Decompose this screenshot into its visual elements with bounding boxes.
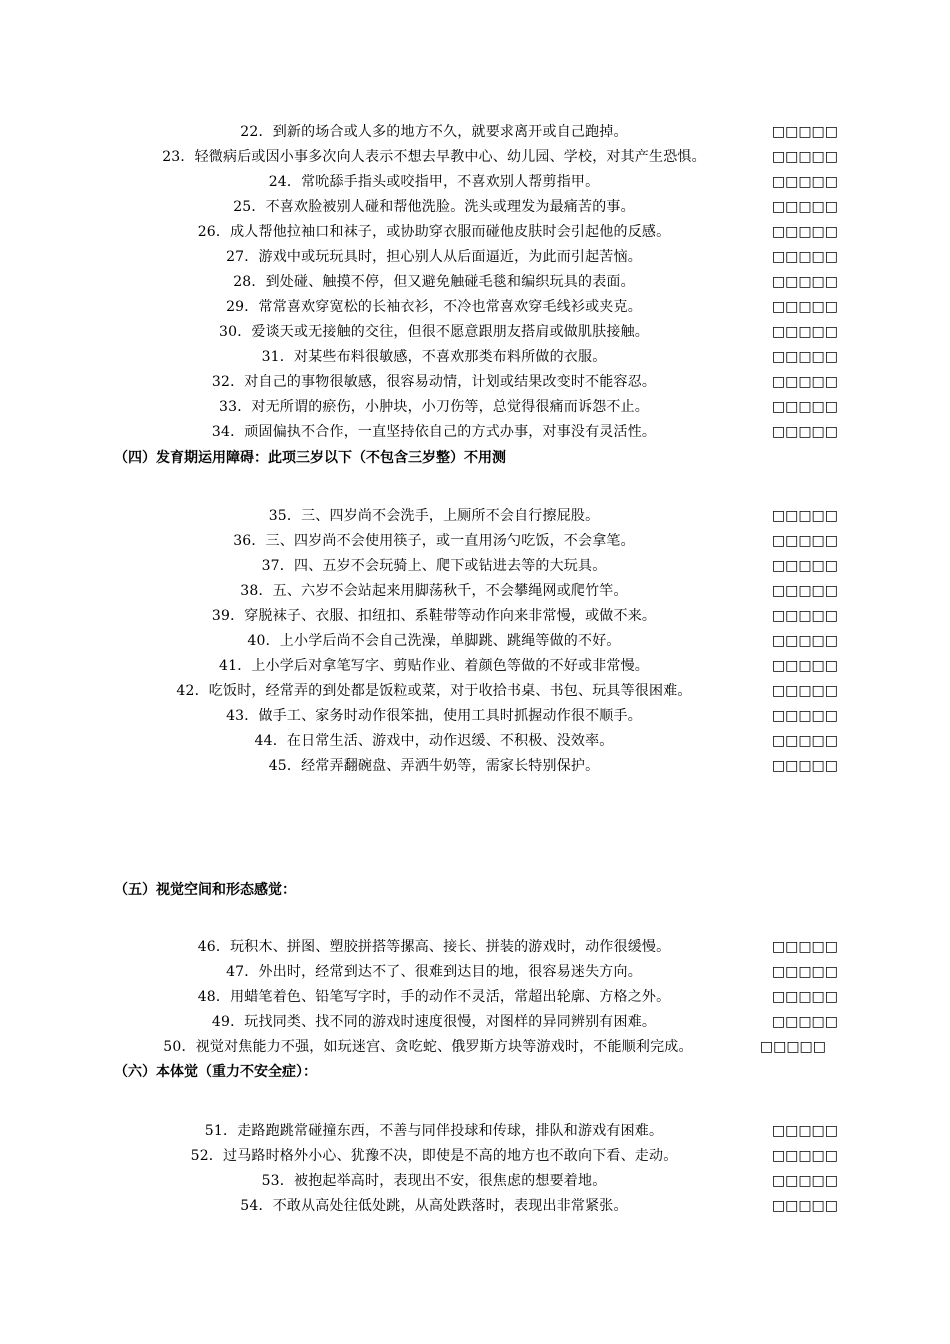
- rating-checkboxes[interactable]: □□□□□: [771, 1173, 838, 1189]
- rating-checkboxes[interactable]: □□□□□: [771, 633, 838, 649]
- question-text: 35．三、四岁尚不会洗手，上厕所不会自行擦屁股。: [268, 508, 600, 524]
- rating-checkboxes[interactable]: □□□□□: [771, 374, 838, 390]
- question-text: 34．顽固偏执不合作，一直坚持依自己的方式办事，对事没有灵活性。: [211, 424, 657, 440]
- rating-checkboxes[interactable]: □□□□□: [771, 299, 838, 315]
- rating-checkboxes[interactable]: □□□□□: [771, 1123, 838, 1139]
- question-row-52: [114, 1144, 838, 1168]
- rating-checkboxes[interactable]: □□□□□: [771, 199, 838, 215]
- rating-checkboxes[interactable]: □□□□□: [771, 174, 838, 190]
- question-row-54: [114, 1194, 838, 1218]
- question-text: 28．到处碰、触摸不停，但又避免触碰毛毯和编织玩具的表面。: [233, 274, 635, 290]
- rating-checkboxes[interactable]: □□□□□: [771, 1198, 838, 1214]
- question-row-51: [114, 1119, 838, 1143]
- question-text: 27．游戏中或玩玩具时，担心别人从后面逼近，为此而引起苦恼。: [226, 249, 642, 265]
- rating-checkboxes[interactable]: □□□□□: [771, 758, 838, 774]
- rating-checkboxes[interactable]: □□□□□: [771, 964, 838, 980]
- question-row-36: [114, 529, 838, 553]
- question-row-47: [114, 960, 838, 984]
- question-row-28: [114, 270, 838, 294]
- question-row-29: [114, 295, 838, 319]
- question-text: 45．经常弄翻碗盘、弄洒牛奶等，需家长特别保护。: [268, 758, 600, 774]
- question-text: 48．用蜡笔着色、铅笔写字时，手的动作不灵活，常超出轮廓、方格之外。: [197, 989, 671, 1005]
- question-text: 22．到新的场合或人多的地方不久，就要求离开或自己跑掉。: [240, 124, 628, 140]
- rating-checkboxes[interactable]: □□□□□: [771, 658, 838, 674]
- question-row-44: [114, 729, 838, 753]
- rating-checkboxes[interactable]: □□□□□: [771, 708, 838, 724]
- question-text: 37．四、五岁不会玩骑上、爬下或钻进去等的大玩具。: [261, 558, 607, 574]
- question-text: 26．成人帮他拉袖口和袜子，或协助穿衣服而碰他皮肤时会引起他的反感。: [197, 224, 671, 240]
- rating-checkboxes[interactable]: □□□□□: [771, 424, 838, 440]
- question-row-24: [114, 170, 838, 194]
- rating-checkboxes[interactable]: □□□□□: [771, 124, 838, 140]
- question-text: 31．对某些布料很敏感，不喜欢那类布料所做的衣服。: [261, 349, 607, 365]
- rating-checkboxes[interactable]: □□□□□: [771, 349, 838, 365]
- question-row-26: [114, 220, 838, 244]
- question-text: 49．玩找同类、找不同的游戏时速度很慢，对图样的异同辨别有困难。: [211, 1014, 657, 1030]
- question-text: 30．爱谈天或无接触的交往，但很不愿意跟朋友搭肩或做肌肤接触。: [218, 324, 649, 340]
- rating-checkboxes[interactable]: □□□□□: [771, 733, 838, 749]
- question-text: 32．对自己的事物很敏感，很容易动情，计划或结果改变时不能容忍。: [211, 374, 657, 390]
- question-text: 36．三、四岁尚不会使用筷子，或一直用汤勺吃饭，不会拿笔。: [233, 533, 635, 549]
- question-row-45: [114, 754, 838, 778]
- rating-checkboxes[interactable]: □□□□□: [771, 274, 838, 290]
- question-row-40: [114, 629, 838, 653]
- question-row-30: [114, 320, 838, 344]
- question-row-39: [114, 604, 838, 628]
- question-row-34: [114, 420, 838, 444]
- question-text: 23．轻微病后或因小事多次向人表示不想去早教中心、幼儿园、学校，对其产生恐惧。: [162, 149, 706, 165]
- rating-checkboxes[interactable]: □□□□□: [771, 224, 838, 240]
- question-text: 51．走路跑跳常碰撞东西，不善与同伴投球和传球，排队和游戏有困难。: [204, 1123, 664, 1139]
- question-text: 52．过马路时格外小心、犹豫不决，即使是不高的地方也不敢向下看、走动。: [190, 1148, 678, 1164]
- question-row-31: [114, 345, 838, 369]
- question-row-27: [114, 245, 838, 269]
- rating-checkboxes[interactable]: □□□□□: [771, 533, 838, 549]
- rating-checkboxes[interactable]: □□□□□: [771, 249, 838, 265]
- question-row-38: [114, 579, 838, 603]
- rating-checkboxes[interactable]: □□□□□: [771, 989, 838, 1005]
- question-text: 40．上小学后尚不会自己洗澡，单脚跳、跳绳等做的不好。: [247, 633, 621, 649]
- rating-checkboxes[interactable]: □□□□□: [771, 558, 838, 574]
- rating-checkboxes[interactable]: □□□□□: [771, 583, 838, 599]
- question-text: 42．吃饭时，经常弄的到处都是饭粒或菜，对于收拾书桌、书包、玩具等很困难。: [176, 683, 692, 699]
- question-text: 41．上小学后对拿笔写字、剪贴作业、着颜色等做的不好或非常慢。: [218, 658, 649, 674]
- question-row-50: [114, 1035, 838, 1059]
- question-row-23: [114, 145, 838, 169]
- question-text: 33．对无所谓的瘀伤，小肿块，小刀伤等，总觉得很痛而诉怨不止。: [218, 399, 649, 415]
- rating-checkboxes[interactable]: □□□□□: [771, 1014, 838, 1030]
- rating-checkboxes[interactable]: □□□□□: [759, 1039, 826, 1055]
- question-text: 43．做手工、家务时动作很笨拙，使用工具时抓握动作很不顺手。: [226, 708, 642, 724]
- question-text: 46．玩积木、拼图、塑胶拼搭等摞高、接长、拼装的游戏时，动作很缓慢。: [197, 939, 671, 955]
- question-text: 47．外出时，经常到达不了、很难到达目的地，很容易迷失方向。: [226, 964, 642, 980]
- rating-checkboxes[interactable]: □□□□□: [771, 1148, 838, 1164]
- question-row-33: [114, 395, 838, 419]
- rating-checkboxes[interactable]: □□□□□: [771, 399, 838, 415]
- rating-checkboxes[interactable]: □□□□□: [771, 324, 838, 340]
- question-row-35: [114, 504, 838, 528]
- question-text: 24．常吮舔手指头或咬指甲，不喜欢别人帮剪指甲。: [268, 174, 600, 190]
- rating-checkboxes[interactable]: □□□□□: [771, 508, 838, 524]
- question-row-43: [114, 704, 838, 728]
- question-row-41: [114, 654, 838, 678]
- question-text: 38．五、六岁不会站起来用脚荡秋千，不会攀绳网或爬竹竿。: [240, 583, 628, 599]
- section-heading-6: （六）本体觉（重力不安全症）：: [114, 1064, 317, 1080]
- question-row-49: [114, 1010, 838, 1034]
- rating-checkboxes[interactable]: □□□□□: [771, 608, 838, 624]
- question-text: 54．不敢从高处往低处跳，从高处跌落时，表现出非常紧张。: [240, 1198, 628, 1214]
- question-text: 29．常常喜欢穿宽松的长袖衣衫，不冷也常喜欢穿毛线衫或夹克。: [226, 299, 642, 315]
- rating-checkboxes[interactable]: □□□□□: [771, 939, 838, 955]
- question-text: 44．在日常生活、游戏中，动作迟缓、不积极、没效率。: [254, 733, 614, 749]
- question-text: 25．不喜欢脸被别人碰和帮他洗脸。洗头或理发为最痛苦的事。: [233, 199, 635, 215]
- section-heading-5: （五）视觉空间和形态感觉：: [114, 882, 296, 898]
- rating-checkboxes[interactable]: □□□□□: [771, 149, 838, 165]
- question-row-37: [114, 554, 838, 578]
- question-row-53: [114, 1169, 838, 1193]
- section-heading-4: （四）发育期运用障碍：此项三岁以下（不包含三岁整）不用测: [114, 450, 506, 466]
- question-text: 39．穿脱袜子、衣服、扣纽扣、系鞋带等动作向来非常慢，或做不来。: [211, 608, 657, 624]
- question-row-46: [114, 935, 838, 959]
- rating-checkboxes[interactable]: □□□□□: [771, 683, 838, 699]
- question-row-25: [114, 195, 838, 219]
- question-text: 53．被抱起举高时，表现出不安，很焦虑的想要着地。: [261, 1173, 607, 1189]
- question-row-48: [114, 985, 838, 1009]
- question-row-22: [114, 120, 838, 144]
- question-text: 50．视觉对焦能力不强，如玩迷宫、贪吃蛇、俄罗斯方块等游戏时，不能顺利完成。: [163, 1039, 693, 1055]
- question-row-32: [114, 370, 838, 394]
- question-row-42: [114, 679, 838, 703]
